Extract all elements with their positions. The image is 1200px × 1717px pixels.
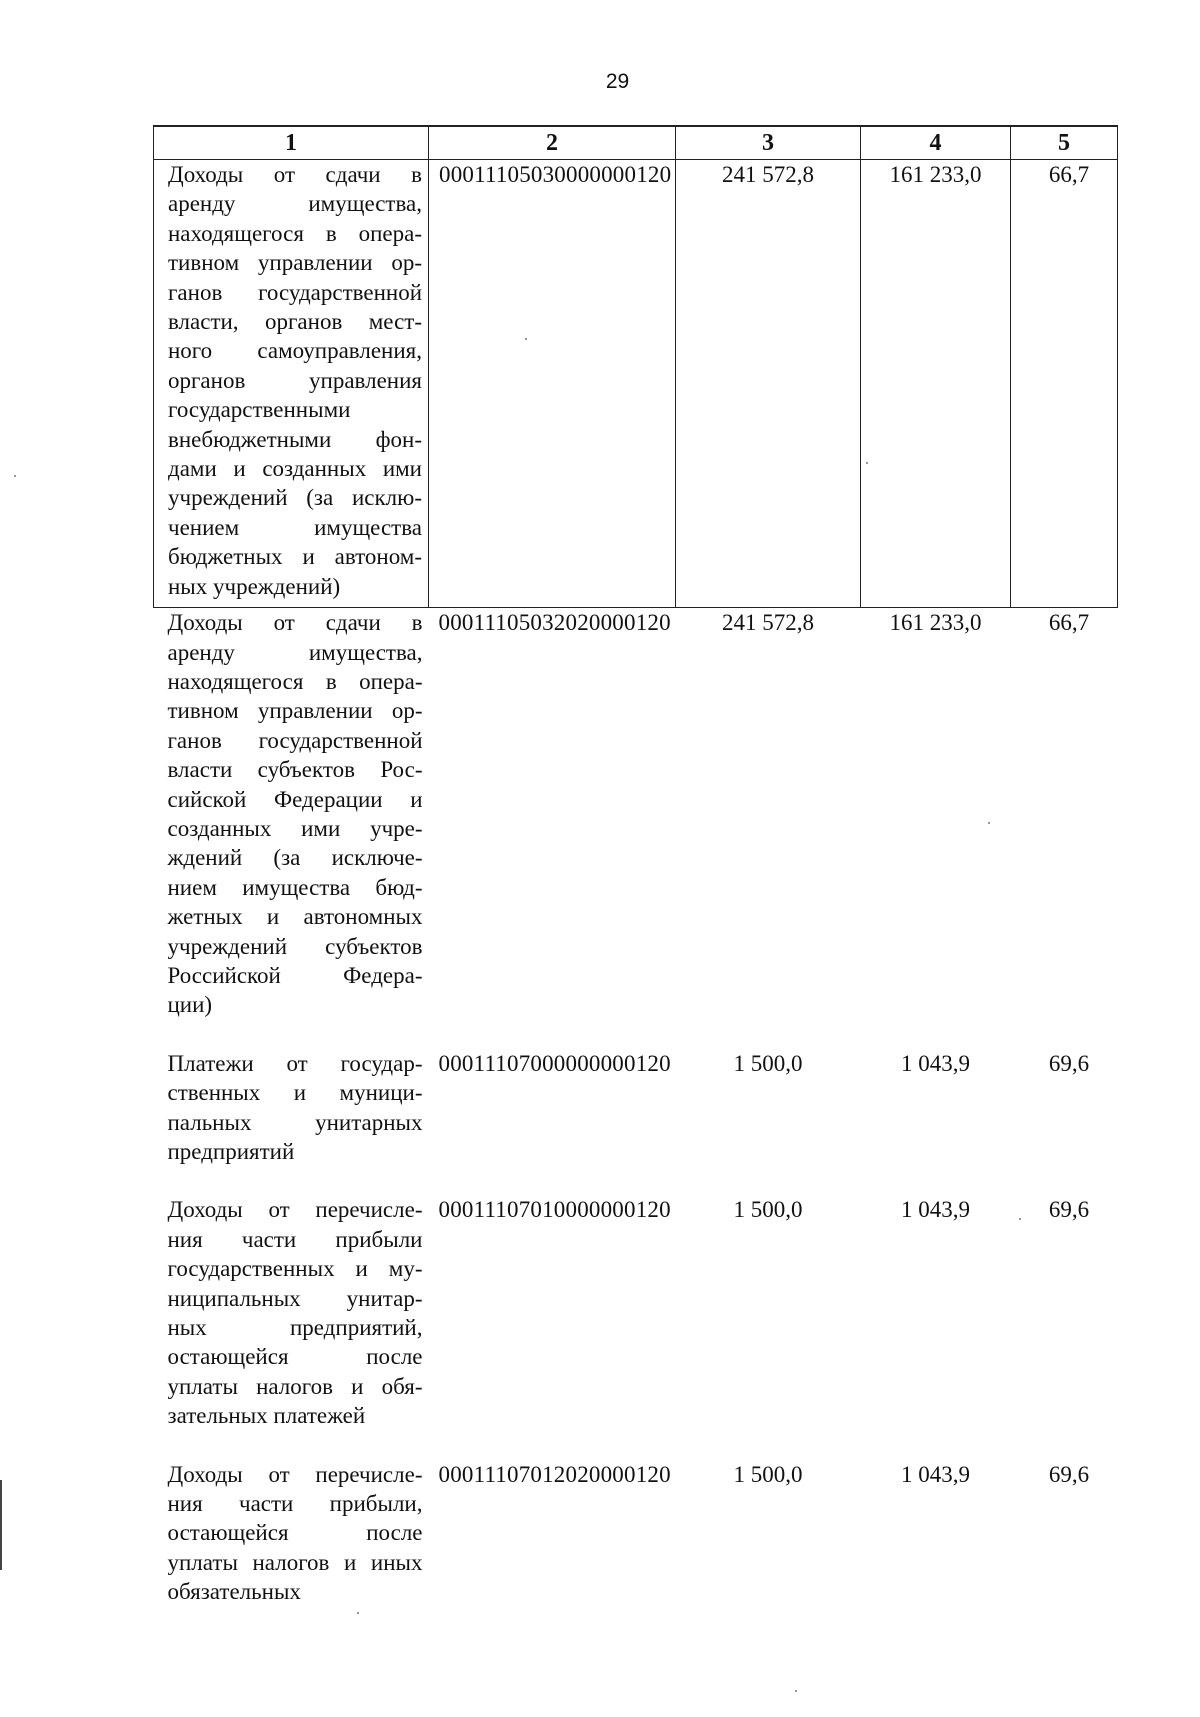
row-description	[154, 160, 429, 608]
description-line: Доходы от перечисле-	[167, 1197, 423, 1223]
row-value-col3: 241 572,8	[676, 160, 861, 608]
description-line: ганов государственной	[167, 727, 423, 753]
header-col-3: 3	[676, 126, 861, 160]
budget-table	[153, 125, 1118, 1636]
row-code: 00011107012020000120	[438, 1461, 671, 1487]
description-line: ции)	[167, 992, 213, 1018]
description-line: аренду имущества,	[167, 639, 423, 665]
description-line: находящегося в опера-	[167, 668, 423, 694]
description-line: зательных платежей	[167, 1403, 366, 1429]
row-value-col4: 161 233,0	[889, 610, 982, 636]
row-value-col5: 69,6	[1048, 1461, 1090, 1487]
row-description	[154, 608, 429, 1049]
description-line: уплаты налогов и иных	[167, 1549, 423, 1575]
description-line: находящегося в опера-	[168, 220, 422, 246]
description-line: тивном управлении ор-	[167, 698, 423, 724]
row-code: 00011107010000000120	[438, 1197, 671, 1223]
row-value-col4: 1 043,9	[901, 1050, 970, 1076]
table-row	[154, 608, 1118, 1049]
description-line: Платежи от государ-	[167, 1050, 423, 1076]
row-value-col4: 1 043,9	[901, 1197, 970, 1223]
description-line: пальных унитарных	[167, 1109, 423, 1135]
description-line: ных учреждений)	[168, 573, 341, 599]
description-line: Доходы от перечисле-	[167, 1461, 423, 1487]
header-col-4: 4	[861, 126, 1011, 160]
row-value-col4: 161 233,0	[861, 160, 1011, 608]
description-line: ниципальных унитар-	[167, 1285, 423, 1311]
description-line: ного самоуправления,	[168, 338, 422, 364]
description-line: Доходы от сдачи в	[168, 162, 422, 187]
description-line: учреждений субъектов	[167, 933, 423, 959]
description-line: учреждений (за исклю-	[168, 485, 422, 511]
description-line: государственных и му-	[167, 1256, 423, 1282]
row-value-col3: 241 572,8	[722, 610, 814, 636]
row-code: 00011107000000000120	[438, 1050, 671, 1076]
row-code: 00011105032020000120	[438, 610, 671, 636]
description-line: власти субъектов Рос-	[167, 757, 423, 783]
row-value-col5: 66,7	[1011, 160, 1118, 608]
row-value-col3: 1 500,0	[733, 1050, 803, 1076]
page-number: 29	[605, 70, 630, 93]
scan-speck	[357, 1612, 359, 1614]
row-value-col4: 1 043,9	[901, 1461, 970, 1487]
description-line: Доходы от сдачи в	[167, 610, 423, 636]
scan-speck	[14, 475, 16, 477]
row-value-col5: 69,6	[1048, 1050, 1090, 1076]
description-line: Российской Федера-	[167, 962, 423, 988]
row-value-col3: 1 500,0	[733, 1197, 803, 1223]
description-line: тивном управлении ор-	[168, 250, 422, 276]
description-line: уплаты налогов и обя-	[167, 1373, 423, 1399]
description-line: ственных и муници-	[167, 1080, 423, 1106]
description-line: созданных ими учре-	[167, 815, 423, 841]
scan-speck	[1019, 1218, 1021, 1220]
description-line: обязательных	[167, 1579, 301, 1605]
row-code: 00011105030000000120	[429, 160, 676, 608]
description-line: ждений (за исключе-	[167, 845, 423, 871]
description-line: ния части прибыли,	[167, 1491, 423, 1517]
scan-speck	[988, 822, 990, 824]
header-col-2: 2	[429, 126, 676, 160]
table-row	[154, 160, 1118, 608]
scan-speck	[795, 1690, 797, 1692]
description-line: нием имущества бюд-	[167, 874, 423, 900]
description-line: дами и созданных ими	[168, 456, 422, 482]
table-row	[154, 1460, 1118, 1636]
description-line: власти, органов мест-	[168, 309, 422, 335]
header-col-5: 5	[1011, 126, 1118, 160]
table-row	[154, 1195, 1118, 1459]
description-line: бюджетных и автоном-	[168, 544, 422, 570]
description-line: ния части прибыли	[167, 1226, 423, 1252]
row-description	[154, 1460, 429, 1636]
table-row	[154, 1049, 1118, 1196]
header-row	[154, 126, 1118, 160]
description-line: остающейся после	[167, 1344, 423, 1370]
description-line: аренду имущества,	[168, 191, 422, 217]
row-description	[154, 1049, 429, 1196]
scan-speck	[525, 338, 527, 340]
description-line: внебюджетными фон-	[168, 426, 422, 452]
description-line: остающейся после	[167, 1520, 423, 1546]
description-line: ных предприятий,	[167, 1315, 423, 1341]
description-line: предприятий	[167, 1139, 295, 1164]
scan-speck	[866, 462, 868, 464]
description-line: ганов государственной	[168, 279, 422, 305]
description-line: чением имущества	[168, 514, 422, 540]
row-value-col5: 69,6	[1048, 1197, 1090, 1223]
row-value-col5: 66,7	[1048, 610, 1090, 636]
header-col-1: 1	[154, 126, 429, 160]
row-value-col3: 1 500,0	[733, 1461, 803, 1487]
description-line: сийской Федерации и	[167, 786, 423, 812]
description-line: государственными	[168, 397, 351, 423]
row-description	[154, 1195, 429, 1459]
description-line: жетных и автономных	[167, 904, 423, 930]
description-line: органов управления	[168, 367, 422, 393]
scan-speck	[0, 1480, 2, 1570]
